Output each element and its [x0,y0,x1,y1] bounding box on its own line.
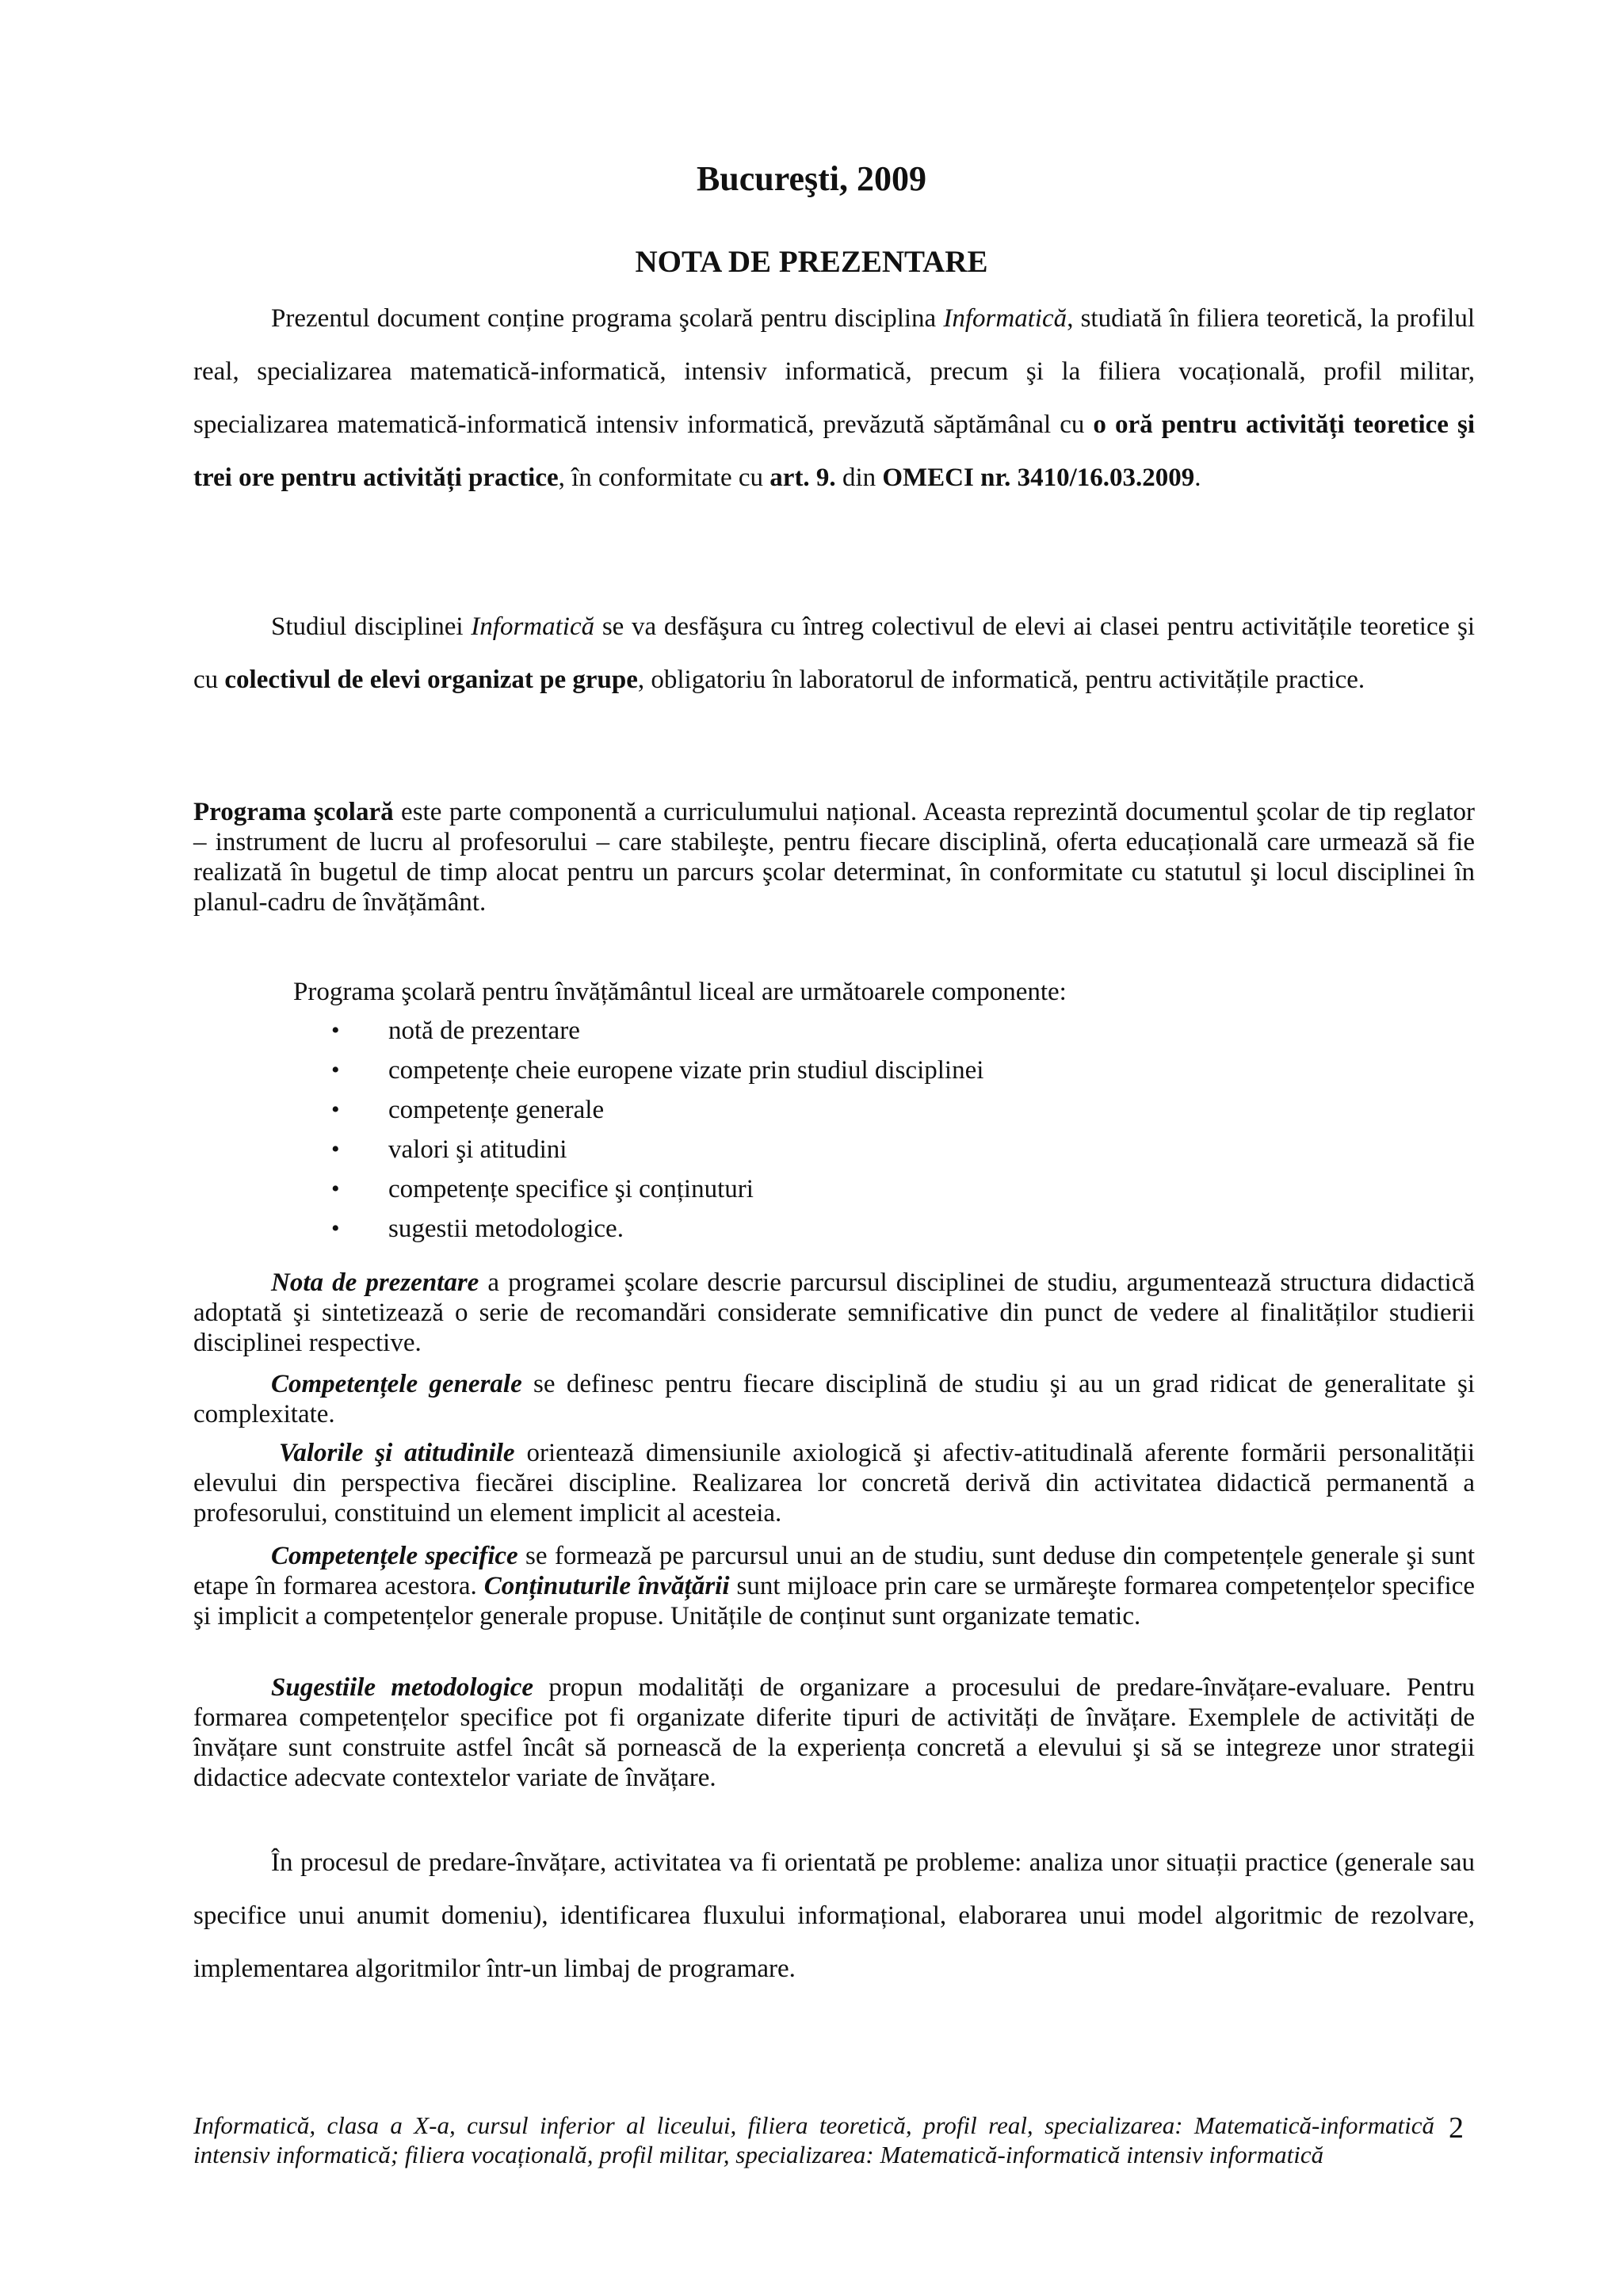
groups-emphasis: colectivul de elevi organizat pe grupe [224,666,638,694]
list-item: • competențe specifice şi conținuturi [331,1169,983,1209]
bullet-icon: • [331,1017,340,1043]
bullet-icon: • [331,1215,340,1241]
components-intro: Programa şcolară pentru învățământul liceal are următoarele componente: [293,978,1067,1006]
intro-paragraph: Prezentul document conține programa şcolară pentru disciplina Informatică, studiată în filiera teoretică, la profilul real, specializarea matematică-informatică, intensiv informatică, precum şi la filiera vocațională, profil militar, specializarea matematică-informatică intensiv informatică, prevăzută săptămânal cu o oră pentru activități teoretice şi trei ore pentru activități practice, în conformitate cu art. 9. din OMECI nr. 3410/16.03.2009. [193,304,1475,492]
order-reference: OMECI nr. 3410/16.03.2009 [882,463,1195,492]
list-item: • sugestii metodologice. [331,1209,983,1249]
discipline-name: Informatică [943,304,1067,333]
page-number: 2 [1449,2111,1464,2145]
sugestii-paragraph: Sugestiile metodologice propun modalități de organizare a procesului de predare-învățare-evaluare. Pentru formarea competențelor specifice pot fi organizate diferite tipuri de activități de învățare. Exemplele de activități de învățare sunt construite astfel încât să pornească de la experiența concretă a elevului şi să se integreze unor strategii didactice adecvate contextelor variate de învățare. [193,1673,1476,1792]
bullet-icon: • [331,1097,340,1123]
list-item: • valori şi atitudini [331,1130,983,1169]
generale-paragraph: Competențele generale se definesc pentru fiecare disciplină de studiu şi au un grad ridicat de generalitate şi complexitate. [193,1370,1475,1428]
bullet-icon: • [331,1136,340,1162]
discipline-name: Informatică [471,612,595,641]
hours-emphasis: o oră pentru activități teoretice şi trei ore pentru activități practice [193,410,1475,492]
valori-paragraph: Valorile şi atitudinile orientează dimensiunile axiologică şi afectiv-atitudinală aferente formării personalității elevului din perspectiva fiecărei discipline. Realizarea lor concretă derivă din activitatea didactică permanentă a profesorului, constituind un element implicit al acesteia. [193,1439,1475,1527]
specifice-paragraph: Competențele specifice se formează pe parcursul unui an de studiu, sunt deduse din competențele generale şi sunt etape în formarea acestora. Conținuturile învățării sunt mijloace prin care se urmăreşte formarea competențelor specifice şi implicit a competențelor generale propuse. Unitățile de conținut sunt organizate tematic. [193,1542,1475,1630]
nota-paragraph: Nota de prezentare a programei şcolare descrie parcursul disciplinei de studiu, argumentează structura didactică adoptată şi sintetizează o serie de recomandări considerate semnificative din punct de vedere al finalităților studierii disciplinei respective. [193,1268,1475,1357]
city-year-heading: Bucureşti, 2009 [696,159,927,198]
section-title: NOTA DE PREZENTARE [635,245,988,279]
list-item: • competențe generale [331,1090,983,1130]
valori-term: Valorile şi atitudinile [279,1439,515,1467]
components-list [331,1011,983,1249]
list-item: • competențe cheie europene vizate prin studiul disciplinei [331,1051,983,1090]
programa-term: Programa şcolară [193,798,394,826]
specifice-term: Competențele specifice [271,1542,518,1570]
nota-term: Nota de prezentare [271,1268,479,1297]
programa-paragraph: Programa şcolară este parte componentă a curriculumului național. Aceasta reprezintă documentul şcolar de tip reglator – instrument de lucru al profesorului – care stabileşte, pentru fiecare disciplină, oferta educațională care urmează să fie realizată în bugetul de timp alocat pentru un parcurs şcolar determinat, în conformitate cu statutul şi locul disciplinei în planul-cadru de învățământ. [193,798,1476,917]
continuturi-term: Conținuturile învățării [483,1572,730,1600]
bullet-icon: • [331,1176,340,1202]
page-footer: Informatică, clasa a X-a, cursul inferior al liceului, filiera teoretică, profil real, specializarea: Matematică-informatică intensiv informatică; filiera vocațională, profil militar, specializarea: Matematică-informatică intensiv informatică [193,2111,1434,2168]
sugestii-term: Sugestiile metodologice [271,1673,534,1702]
list-item: • notă de prezentare [331,1011,983,1051]
generale-term: Competențele generale [271,1370,522,1398]
process-paragraph: În procesul de predare-învățare, activitatea va fi orientată pe probleme: analiza unor situații practice (generale sau specifice unui anumit domeniu), identificarea fluxului informațional, elaborarea unui model algoritmic de rezolvare, implementarea algoritmilor într-un limbaj de programare. [193,1848,1475,1983]
bullet-icon: • [331,1057,340,1083]
study-paragraph: Studiul disciplinei Informatică se va desfăşura cu întreg colectivul de elevi ai clasei pentru activitățile teoretice şi cu colectivul de elevi organizat pe grupe, obligatoriu în laboratorul de informatică, pentru activitățile practice. [193,612,1475,694]
article-reference: art. 9. [769,463,836,492]
